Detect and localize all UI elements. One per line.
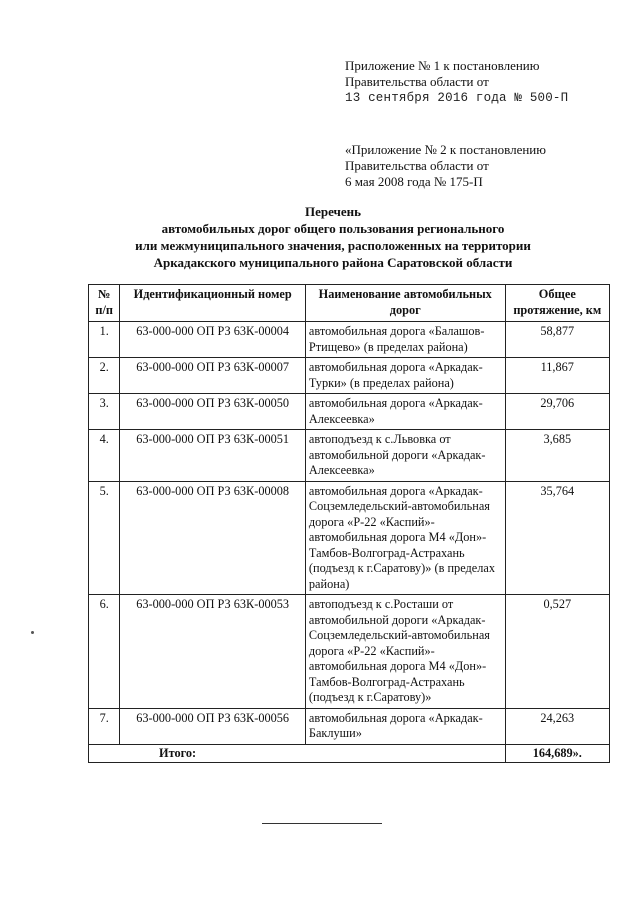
row-length: 24,263 (505, 708, 609, 744)
row-name: автомобильная дорога «Аркадак-Баклуши» (305, 708, 505, 744)
row-num: 3. (89, 394, 120, 430)
total-value: 164,689 (532, 745, 573, 760)
row-name: автомобильная дорога «Аркадак-Алексеевка» (305, 394, 505, 430)
table-row (89, 358, 610, 394)
total-closing-quote: ». (572, 745, 582, 760)
row-num: 5. (89, 481, 120, 595)
title-line-4: Аркадакского муниципального района Саратовской области (153, 255, 513, 270)
row-num: 6. (89, 595, 120, 709)
row-num: 2. (89, 358, 120, 394)
table-row (89, 595, 610, 709)
total-label: Итого: (89, 744, 506, 763)
header-num: № п/п (89, 285, 120, 322)
appendix-2-heading (345, 142, 625, 190)
row-num: 4. (89, 430, 120, 482)
row-length: 29,706 (505, 394, 609, 430)
document-title (96, 203, 570, 271)
title-line-3: или межмуниципального значения, расположенных на территории (135, 238, 531, 253)
table-row (89, 394, 610, 430)
row-num: 7. (89, 708, 120, 744)
table-row (89, 322, 610, 358)
row-id: 63-000-000 ОП РЗ 63К-00050 (120, 394, 305, 430)
row-length: 35,764 (505, 481, 609, 595)
row-length: 11,867 (505, 358, 609, 394)
roads-table (88, 284, 610, 763)
row-length: 3,685 (505, 430, 609, 482)
row-id: 63-000-000 ОП РЗ 63К-00008 (120, 481, 305, 595)
title-line-1: Перечень (304, 204, 362, 219)
header-length: Общее протяжение, км (505, 285, 609, 322)
row-id: 63-000-000 ОП РЗ 63К-00053 (120, 595, 305, 709)
row-name: автомобильная дорога «Аркадак-Соцземледельский-автомобильная дорога «Р-22 «Каспий»-автомобильная дорога М4 «Дон»-Тамбов-Волгоград-Астрахань (подъезд к г.Саратову)» (в пределах района) (305, 481, 505, 595)
row-id: 63-000-000 ОП РЗ 63К-00007 (120, 358, 305, 394)
row-id: 63-000-000 ОП РЗ 63К-00056 (120, 708, 305, 744)
table-total-row (89, 744, 610, 763)
row-num: 1. (89, 322, 120, 358)
appendix-2-line-2: Правительства области от (345, 158, 489, 173)
total-value-cell (505, 744, 609, 763)
margin-speck (31, 631, 34, 634)
row-id: 63-000-000 ОП РЗ 63К-00051 (120, 430, 305, 482)
row-id: 63-000-000 ОП РЗ 63К-00004 (120, 322, 305, 358)
row-name: автоподъезд к с.Львовка от автомобильной дороги «Аркадак-Алексеевка» (305, 430, 505, 482)
row-name: автомобильная дорога «Аркадак-Турки» (в пределах района) (305, 358, 505, 394)
row-length: 58,877 (505, 322, 609, 358)
appendix-1-line-2: Правительства области от (345, 74, 489, 89)
table-row (89, 708, 610, 744)
bottom-separator-line (262, 823, 382, 824)
table-row (89, 481, 610, 595)
appendix-1-line-1: Приложение № 1 к постановлению (345, 58, 540, 73)
appendix-1-date-stamp: 13 сентября 2016 года № 500-П (345, 91, 569, 105)
appendix-1-heading (345, 58, 615, 106)
appendix-2-line-1: «Приложение № 2 к постановлению (345, 142, 546, 157)
header-id: Идентификационный номер (120, 285, 305, 322)
table-header-row (89, 285, 610, 322)
row-name: автомобильная дорога «Балашов-Ртищево» (в пределах района) (305, 322, 505, 358)
row-length: 0,527 (505, 595, 609, 709)
title-line-2: автомобильных дорог общего пользования регионального (161, 221, 505, 236)
header-name: Наименование автомобильных дорог (305, 285, 505, 322)
row-name: автоподъезд к с.Росташи от автомобильной дороги «Аркадак-Соцземледельский-автомобильная дорога «Р-22 «Каспий»-автомобильная дорога М4 «Дон»-Тамбов-Волгоград-Астрахань (подъезд к г.Саратову)» (305, 595, 505, 709)
appendix-2-line-3: 6 мая 2008 года № 175-П (345, 174, 483, 189)
table-row (89, 430, 610, 482)
